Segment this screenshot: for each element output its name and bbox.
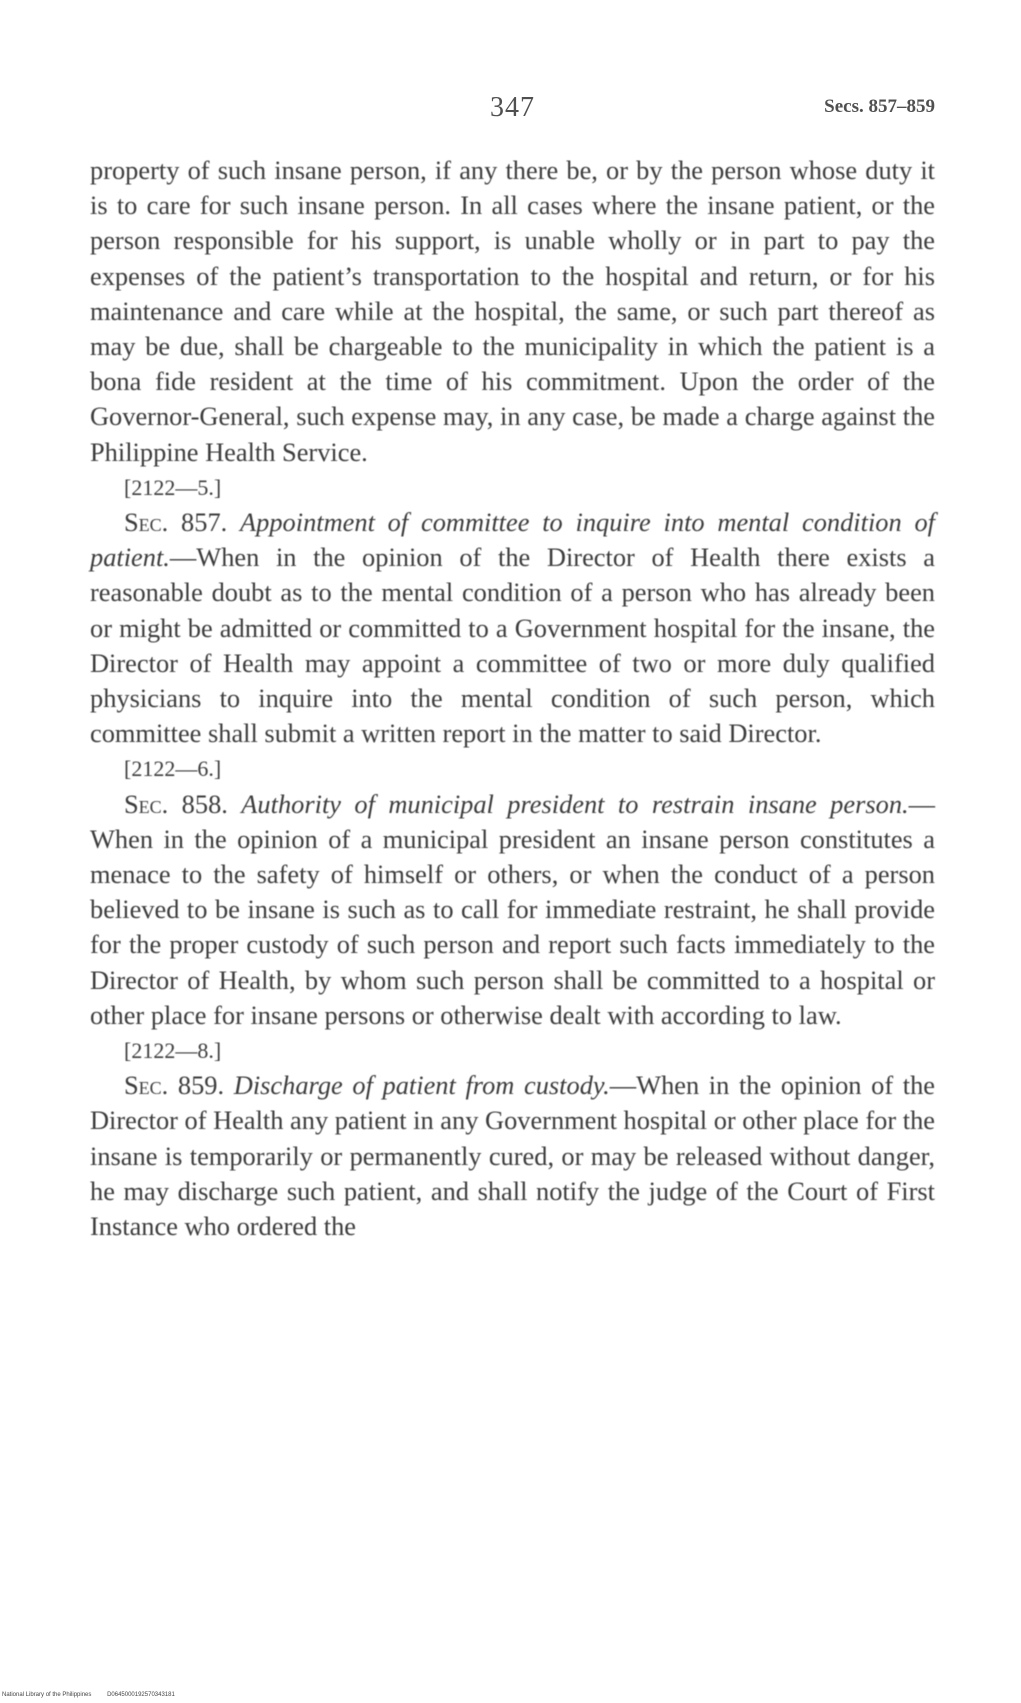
section-857 (90, 505, 935, 751)
scan-footer (2, 1692, 189, 1698)
scan-identifier: D0645000192570343181 (107, 1692, 175, 1698)
section-858-text: —When in the opinion of a municipal president an insane person constitutes a menace to the safety of himself or others, or when the conduct of a person believed to be insane is such as to call for immediate restraint, he shall provide for the proper custody of such person and report such facts immediately to the Director of Health, by whom such person shall be committed to a hospital or other place for insane persons or otherwise dealt with according to law. (90, 788, 936, 1030)
section-859 (90, 1068, 935, 1244)
section-858-citation: [2122—6.] (124, 756, 222, 782)
section-857-title: Appointment of committee to inquire into mental condition of patient. (90, 507, 935, 573)
running-head: Secs. 857–859 (824, 96, 935, 117)
section-858 (90, 787, 935, 1033)
section-859-citation: [2122—8.] (124, 1038, 222, 1064)
section-858-label: Sec. 858. (124, 788, 228, 819)
section-858-title: Authority of municipal president to restrain insane person. (241, 788, 909, 819)
section-857-text: —When in the opinion of the Director of Health there exists a reasonable doubt as to the mental condition of a person who has already been or might be admitted or committed to a Government hospital for the insane, the Director of Health may appoint a committee of two or more duly qualified physicians to inquire into the mental condition of such person, which committee shall submit a written report in the matter to said Director. (90, 542, 935, 749)
body-text (90, 153, 935, 1244)
page-number: 347 (490, 92, 535, 123)
page-header (90, 92, 935, 132)
section-857-label: Sec. 857. (124, 507, 228, 538)
opening-paragraph: property of such insane person, if any there be, or by the person whose duty it is to care for such insane person. In all cases where the insane patient, or the person responsible for his support, is unable wholly or in part to pay the expenses of the patient’s transportation to the hospital and return, or for his maintenance and care while at the hospital, the same, or such part thereof as may be due, shall be chargeable to the municipality in which the patient is a bona fide resident at the time of his commitment. Upon the order of the Governor-General, such expense may, in any case, be made a charge against the Philippine Health Service. (90, 155, 935, 467)
section-859-title: Discharge of patient from custody. (233, 1070, 610, 1101)
section-857-citation: [2122—5.] (124, 474, 222, 500)
library-credit: National Library of the Philippines (2, 1692, 92, 1698)
section-859-label: Sec. 859. (124, 1070, 225, 1101)
section-859-text: —When in the opinion of the Director of Health any patient in any Government hospital or other place for the insane is temporarily or permanently cured, or may be released without danger, he may discharge such patient, and shall notify the judge of the Court of First Instance who ordered the (90, 1070, 936, 1242)
